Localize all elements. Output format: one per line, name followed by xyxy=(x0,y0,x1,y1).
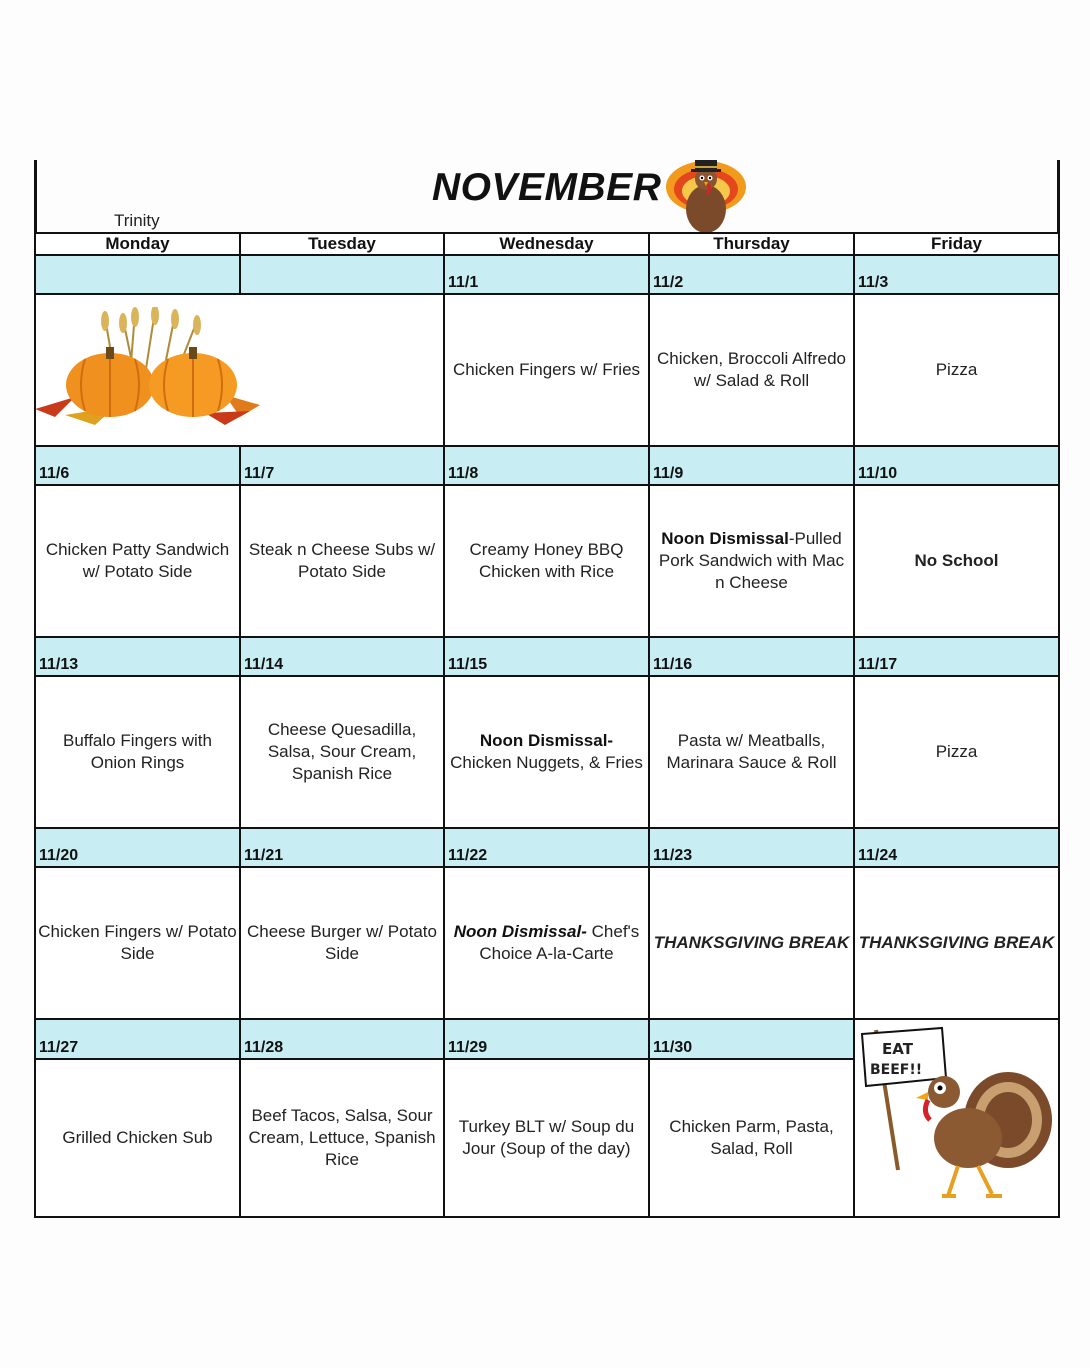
day-header: Monday xyxy=(35,233,240,255)
meal-cell: Chicken, Broccoli Alfredo w/ Salad & Roll xyxy=(649,294,854,446)
date-cell: 11/7 xyxy=(240,446,444,485)
day-header-row xyxy=(35,233,1059,255)
date-cell: 11/13 xyxy=(35,637,240,676)
sign-text-eat: EAT xyxy=(882,1040,913,1058)
meal-cell: Chicken Fingers w/ Potato Side xyxy=(35,867,240,1019)
meal-row xyxy=(35,485,1059,637)
date-cell: 11/6 xyxy=(35,446,240,485)
noon-dismissal-label: Noon Dismissal xyxy=(661,529,789,548)
date-cell: 11/22 xyxy=(444,828,649,867)
menu-table xyxy=(34,232,1060,1218)
meal-cell: Beef Tacos, Salsa, Sour Cream, Lettuce, Spanish Rice xyxy=(240,1059,444,1217)
date-cell: 11/1 xyxy=(444,255,649,294)
date-row xyxy=(35,446,1059,485)
date-cell: 11/27 xyxy=(35,1019,240,1059)
date-cell: 11/24 xyxy=(854,828,1059,867)
date-cell: 11/2 xyxy=(649,255,854,294)
meal-row xyxy=(35,294,1059,446)
date-cell: 11/23 xyxy=(649,828,854,867)
date-cell: 11/28 xyxy=(240,1019,444,1059)
date-cell xyxy=(240,255,444,294)
meal-cell: Chicken Parm, Pasta, Salad, Roll xyxy=(649,1059,854,1217)
pumpkin-icon xyxy=(35,307,275,427)
meal-text: Chicken Nuggets, & Fries xyxy=(450,753,643,772)
date-cell: 11/30 xyxy=(649,1019,854,1059)
right-border xyxy=(1057,160,1060,235)
date-cell: 11/9 xyxy=(649,446,854,485)
holiday-cell: THANKSGIVING BREAK xyxy=(649,867,854,1019)
meal-cell: Buffalo Fingers with Onion Rings xyxy=(35,676,240,828)
meal-cell: Steak n Cheese Subs w/ Potato Side xyxy=(240,485,444,637)
month-title: NOVEMBER xyxy=(432,166,662,209)
meal-cell xyxy=(444,867,649,1019)
meal-row xyxy=(35,867,1059,1019)
meal-cell xyxy=(444,676,649,828)
meal-cell: Turkey BLT w/ Soup du Jour (Soup of the day) xyxy=(444,1059,649,1217)
meal-cell xyxy=(649,485,854,637)
left-border xyxy=(34,160,37,235)
meal-cell: Chicken Fingers w/ Fries xyxy=(444,294,649,446)
meal-sep: -Pulled xyxy=(788,529,842,548)
date-row xyxy=(35,255,1059,294)
date-cell: 11/14 xyxy=(240,637,444,676)
holiday-cell: THANKSGIVING BREAK xyxy=(854,867,1059,1019)
turkey-sign-icon xyxy=(858,1020,1054,1210)
day-header: Thursday xyxy=(649,233,854,255)
day-header: Tuesday xyxy=(240,233,444,255)
sign-text-beef: BEEF!! xyxy=(870,1062,923,1078)
date-cell: 11/3 xyxy=(854,255,1059,294)
date-cell: 11/15 xyxy=(444,637,649,676)
date-cell: 11/10 xyxy=(854,446,1059,485)
meal-cell: Chicken Patty Sandwich w/ Potato Side xyxy=(35,485,240,637)
meal-cell: Grilled Chicken Sub xyxy=(35,1059,240,1217)
no-school-cell: No School xyxy=(854,485,1059,637)
lunch-menu-calendar xyxy=(34,160,1060,1238)
date-row xyxy=(35,637,1059,676)
meal-cell: Cheese Quesadilla, Salsa, Sour Cream, Spanish Rice xyxy=(240,676,444,828)
eat-beef-illustration-cell xyxy=(854,1019,1059,1217)
date-cell xyxy=(35,255,240,294)
meal-text: Chef's Choice A-la-Carte xyxy=(479,922,640,963)
date-cell: 11/17 xyxy=(854,637,1059,676)
meal-cell: Cheese Burger w/ Potato Side xyxy=(240,867,444,1019)
meal-text: Pork Sandwich with Mac n Cheese xyxy=(658,551,845,592)
date-row xyxy=(35,1019,1059,1059)
date-cell: 11/29 xyxy=(444,1019,649,1059)
meal-row xyxy=(35,676,1059,828)
noon-dismissal-label: Noon Dismissal- xyxy=(479,731,614,750)
date-row xyxy=(35,828,1059,867)
pumpkin-illustration-cell xyxy=(35,294,444,446)
school-name: Trinity xyxy=(114,211,160,230)
noon-dismissal-label: Noon Dismissal- xyxy=(453,922,587,941)
date-cell: 11/20 xyxy=(35,828,240,867)
date-cell: 11/8 xyxy=(444,446,649,485)
meal-cell: Pasta w/ Meatballs, Marinara Sauce & Roll xyxy=(649,676,854,828)
date-cell: 11/16 xyxy=(649,637,854,676)
day-header: Friday xyxy=(854,233,1059,255)
meal-cell: Pizza xyxy=(854,676,1059,828)
day-header: Wednesday xyxy=(444,233,649,255)
date-cell: 11/21 xyxy=(240,828,444,867)
meal-cell: Pizza xyxy=(854,294,1059,446)
meal-cell: Creamy Honey BBQ Chicken with Rice xyxy=(444,485,649,637)
